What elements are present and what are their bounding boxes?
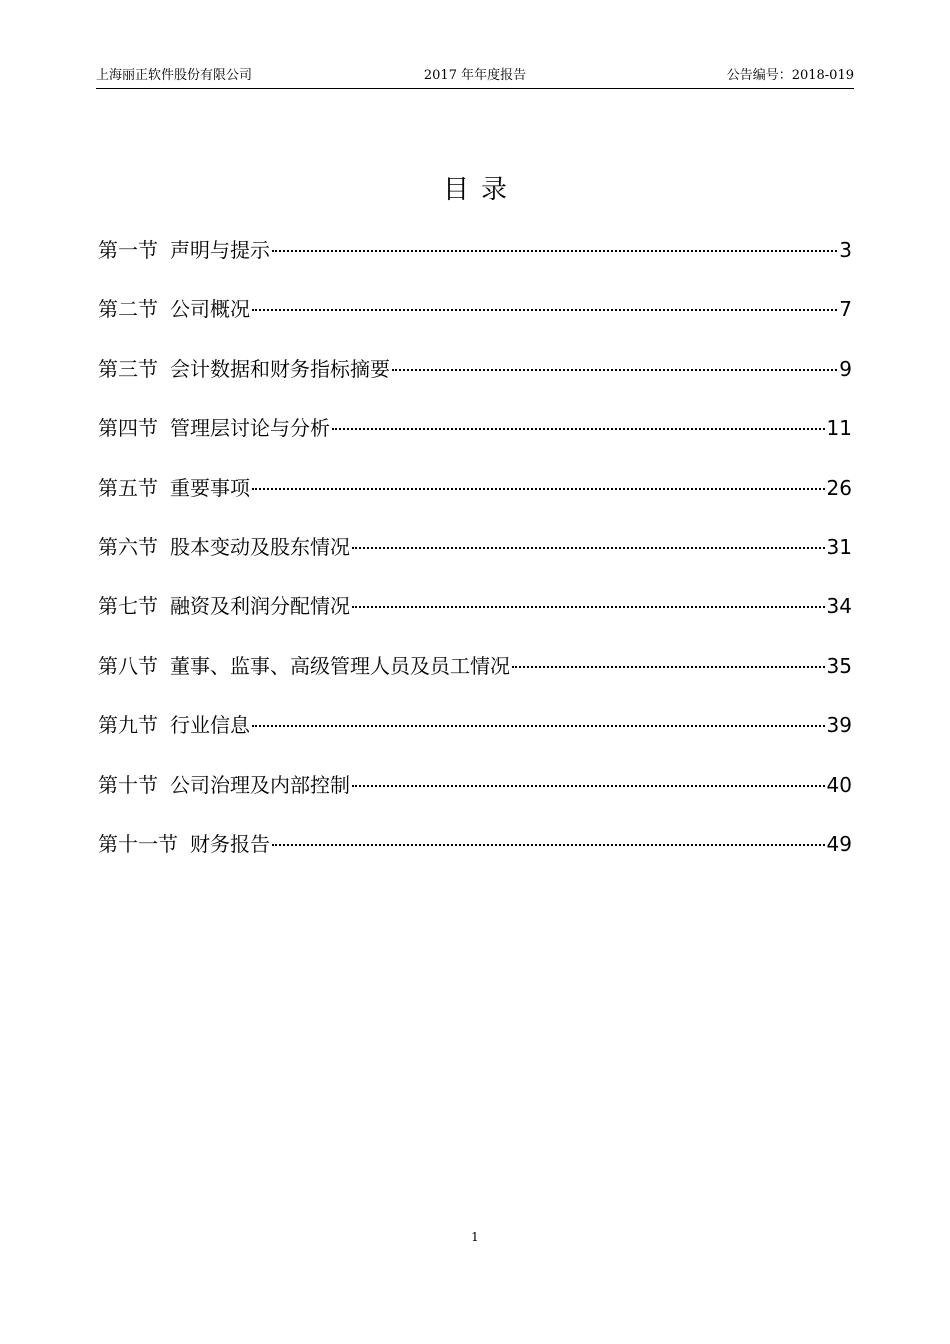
toc-page-number: 7: [839, 297, 852, 322]
toc-section-title: 融资及利润分配情况: [170, 594, 350, 619]
toc-section-title: 行业信息: [170, 713, 250, 738]
toc-dot-leader: [352, 547, 825, 549]
toc-dot-leader: [352, 606, 825, 608]
toc-entry-section-9[interactable]: [98, 707, 852, 766]
toc-page-number: 34: [826, 594, 852, 619]
toc-section-number: 第九节: [98, 713, 158, 738]
toc-section-title: 财务报告: [190, 831, 270, 856]
toc-dot-leader: [252, 309, 837, 311]
toc-entry-section-5[interactable]: [98, 470, 852, 529]
toc-dot-leader: [272, 844, 825, 846]
toc-section-number: 第六节: [98, 534, 158, 559]
toc-section-number: 第五节: [98, 475, 158, 500]
toc-section-title: 股本变动及股东情况: [170, 534, 350, 559]
toc-page-number: 35: [826, 653, 852, 678]
toc-entry-section-2[interactable]: [98, 291, 852, 350]
toc-section-title: 公司概况: [170, 297, 250, 322]
toc-dot-leader: [252, 725, 825, 727]
toc-section-number: 第三节: [98, 356, 158, 381]
toc-page-number: 11: [826, 416, 852, 441]
toc-entry-section-6[interactable]: [98, 529, 852, 588]
toc-entry-section-1[interactable]: [98, 232, 852, 291]
toc-section-number: 第四节: [98, 416, 158, 441]
toc-page-number: 31: [826, 534, 852, 559]
toc-section-title: 公司治理及内部控制: [170, 772, 350, 797]
toc-page-number: 49: [826, 831, 852, 856]
header-report-title: 2017 年年度报告: [423, 68, 527, 83]
toc-dot-leader: [272, 250, 837, 252]
footer-page-number: 1: [471, 1230, 479, 1244]
toc-entry-section-3[interactable]: [98, 351, 852, 410]
toc-dot-leader: [332, 428, 825, 430]
toc-page-number: 40: [826, 772, 852, 797]
toc-section-number: 第八节: [98, 653, 158, 678]
toc-page-number: 9: [839, 356, 852, 381]
toc-section-title: 重要事项: [170, 475, 250, 500]
toc-section-number: 第二节: [98, 297, 158, 322]
toc-section-number: 第十一节: [98, 831, 178, 856]
toc-section-title: 会计数据和财务指标摘要: [170, 356, 390, 381]
toc-page-number: 26: [826, 475, 852, 500]
toc-entry-section-7[interactable]: [98, 588, 852, 647]
toc-section-title: 董事、监事、高级管理人员及员工情况: [170, 653, 510, 678]
toc-section-title: 声明与提示: [170, 238, 270, 262]
toc-dot-leader: [252, 488, 825, 490]
header-company-name: 上海丽正软件股份有限公司: [96, 68, 253, 83]
toc-section-number: 第七节: [98, 594, 158, 619]
table-of-contents: [98, 232, 852, 885]
toc-entry-section-10[interactable]: [98, 767, 852, 826]
toc-section-number: 第十节: [98, 772, 158, 797]
toc-section-number: 第一节: [98, 238, 158, 262]
toc-page-number: 39: [826, 713, 852, 738]
toc-dot-leader: [512, 666, 825, 668]
toc-dot-leader: [352, 785, 825, 787]
toc-entry-section-11[interactable]: [98, 826, 852, 885]
toc-entry-section-4[interactable]: [98, 410, 852, 469]
toc-dot-leader: [392, 369, 837, 371]
toc-entry-section-8[interactable]: [98, 648, 852, 707]
toc-title: 目录: [442, 175, 519, 205]
toc-page-number: 3: [839, 238, 852, 262]
toc-section-title: 管理层讨论与分析: [170, 416, 330, 441]
page-header: [96, 66, 854, 89]
header-announcement-number: 公告编号：2018-019: [726, 68, 854, 83]
